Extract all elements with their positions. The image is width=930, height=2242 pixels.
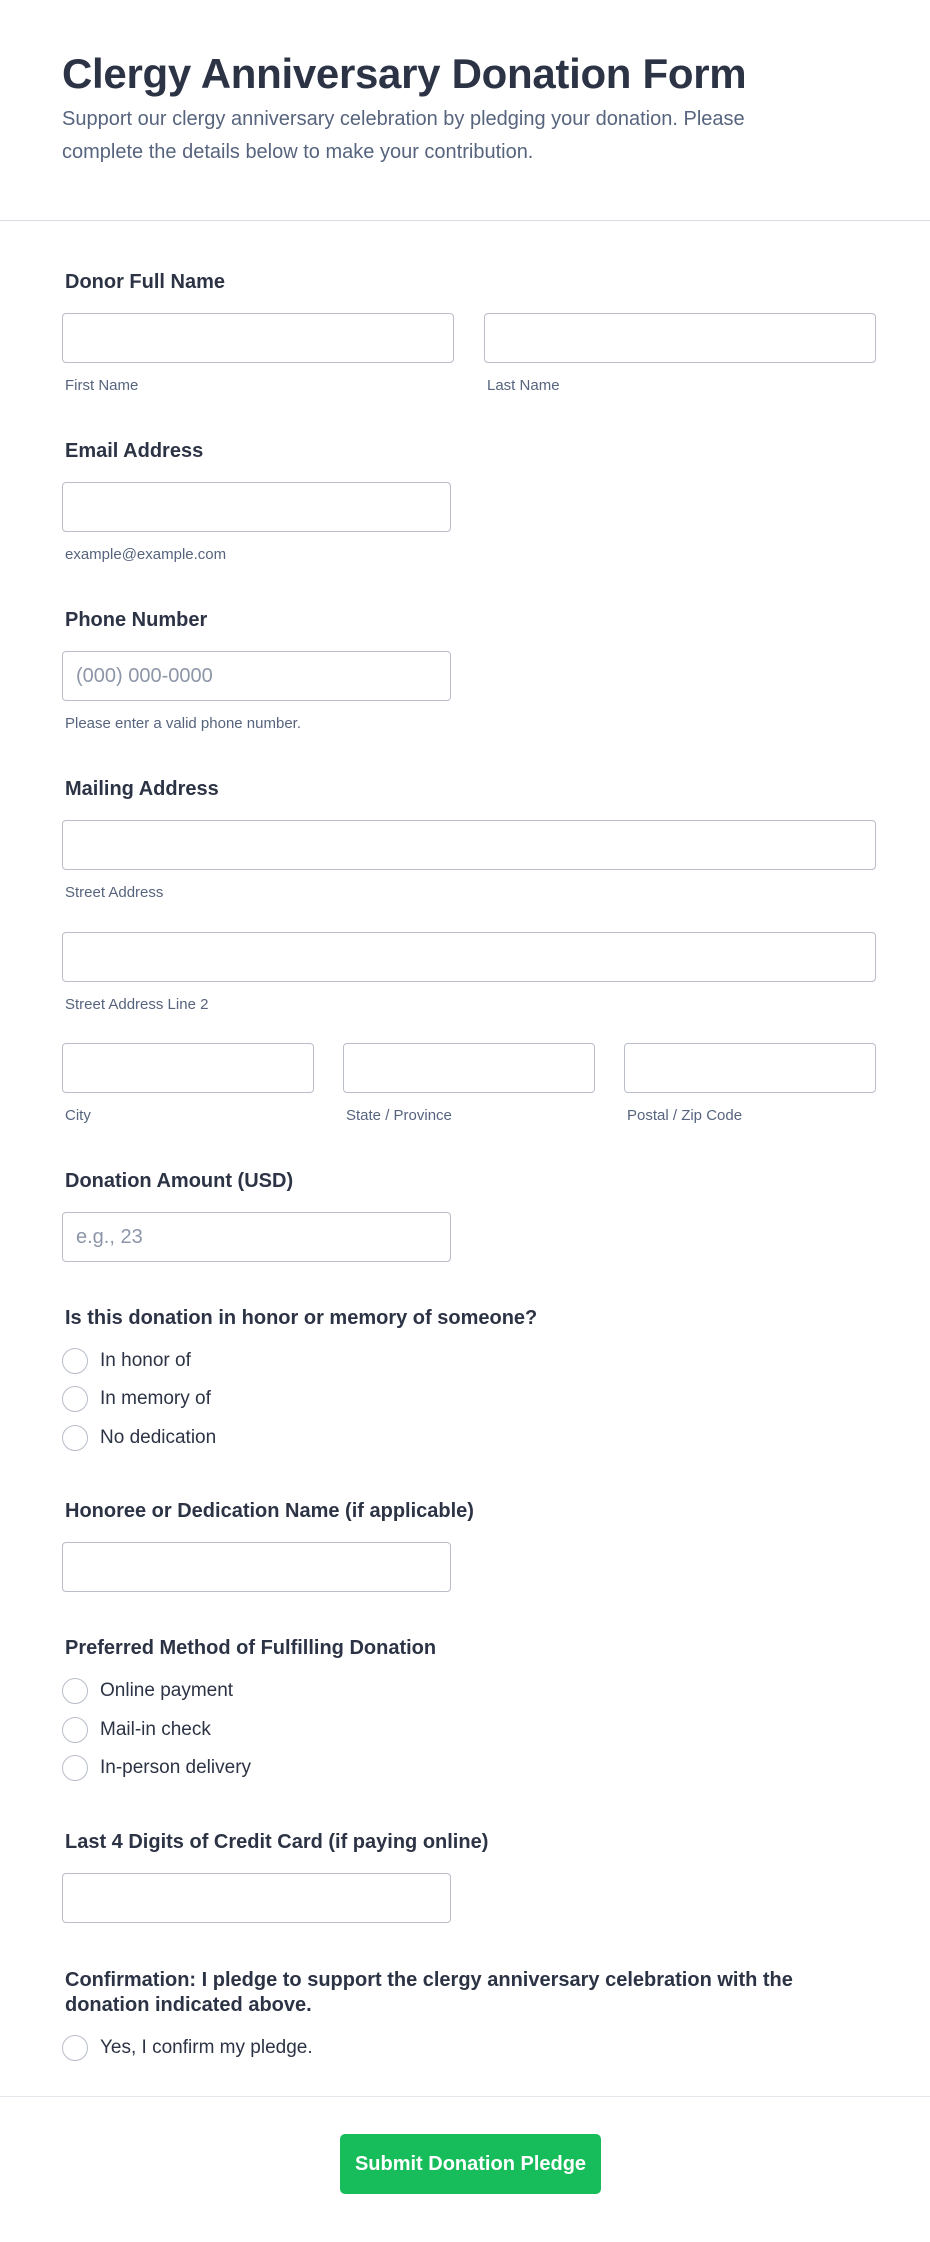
fulfillment-option-check[interactable]: Mail-in check bbox=[62, 1717, 211, 1743]
dedication-label: Is this donation in honor or memory of someone? bbox=[65, 1307, 538, 1329]
amount-label: Donation Amount (USD) bbox=[65, 1170, 294, 1192]
page-subtitle: Support our clergy anniversary celebration by pledging your donation. Please complete the details below to make your contribution. bbox=[62, 108, 745, 163]
radio-icon[interactable] bbox=[62, 1678, 88, 1704]
dedication-option-honor[interactable]: In honor of bbox=[62, 1348, 191, 1374]
amount-input[interactable] bbox=[62, 1212, 451, 1262]
dedication-option-none[interactable]: No dedication bbox=[62, 1425, 216, 1451]
street-address-line2-input[interactable] bbox=[62, 932, 876, 982]
card-label: Last 4 Digits of Credit Card (if paying online) bbox=[65, 1831, 489, 1853]
fulfillment-option-inperson[interactable]: In-person delivery bbox=[62, 1755, 251, 1781]
last-name-sublabel: Last Name bbox=[487, 377, 560, 394]
card-digits-input[interactable] bbox=[62, 1873, 451, 1923]
honoree-input[interactable] bbox=[62, 1542, 451, 1592]
submit-button[interactable]: Submit Donation Pledge bbox=[340, 2134, 601, 2194]
street-address-input[interactable] bbox=[62, 820, 876, 870]
phone-sublabel: Please enter a valid phone number. bbox=[65, 715, 301, 732]
radio-icon[interactable] bbox=[62, 1348, 88, 1374]
dedication-option-memory[interactable]: In memory of bbox=[62, 1386, 211, 1412]
confirmation-label: Confirmation: I pledge to support the clergy anniversary celebration with the donation indicated above. bbox=[65, 1969, 793, 2016]
confirmation-option[interactable]: Yes, I confirm my pledge. bbox=[62, 2035, 313, 2061]
last-name-input[interactable] bbox=[484, 313, 876, 363]
street-address-sublabel: Street Address bbox=[65, 884, 164, 901]
address-label: Mailing Address bbox=[65, 778, 219, 800]
fulfillment-option-online[interactable]: Online payment bbox=[62, 1678, 233, 1704]
zip-input[interactable] bbox=[624, 1043, 876, 1093]
email-input[interactable] bbox=[62, 482, 451, 532]
radio-icon[interactable] bbox=[62, 1717, 88, 1743]
radio-icon[interactable] bbox=[62, 1755, 88, 1781]
city-input[interactable] bbox=[62, 1043, 314, 1093]
radio-icon[interactable] bbox=[62, 1425, 88, 1451]
footer-divider bbox=[0, 2096, 930, 2097]
state-sublabel: State / Province bbox=[346, 1107, 452, 1124]
radio-icon[interactable] bbox=[62, 2035, 88, 2061]
phone-input[interactable] bbox=[62, 651, 451, 701]
email-label: Email Address bbox=[65, 440, 204, 462]
phone-label: Phone Number bbox=[65, 609, 208, 631]
zip-sublabel: Postal / Zip Code bbox=[627, 1107, 743, 1124]
honoree-label: Honoree or Dedication Name (if applicable) bbox=[65, 1500, 474, 1522]
first-name-input[interactable] bbox=[62, 313, 454, 363]
radio-icon[interactable] bbox=[62, 1386, 88, 1412]
donor-name-label: Donor Full Name bbox=[65, 271, 226, 293]
form-header bbox=[0, 0, 930, 221]
state-input[interactable] bbox=[343, 1043, 595, 1093]
street-address-line2-sublabel: Street Address Line 2 bbox=[65, 996, 209, 1013]
first-name-sublabel: First Name bbox=[65, 377, 139, 394]
page-title: Clergy Anniversary Donation Form bbox=[62, 50, 747, 97]
email-sublabel: example@example.com bbox=[65, 546, 227, 563]
city-sublabel: City bbox=[65, 1107, 91, 1124]
fulfillment-label: Preferred Method of Fulfilling Donation bbox=[65, 1637, 437, 1659]
